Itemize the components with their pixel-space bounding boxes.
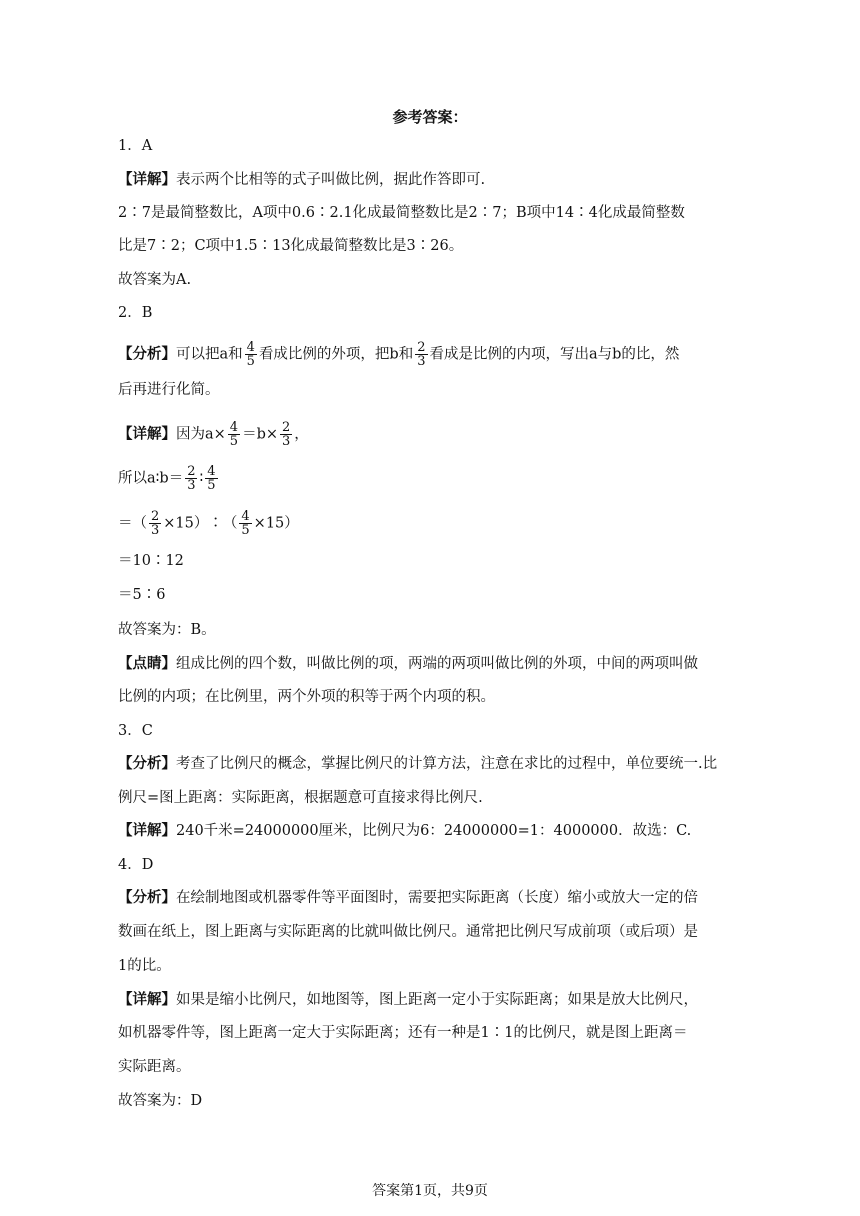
detail-tag: 【详解】: [118, 991, 176, 1008]
q2-comment-line1: [118, 654, 698, 674]
q4-analysis-line2: 数画在纸上，图上距离与实际距离的比就叫做比例尺。通常把比例尺写成前项（或后项）是: [118, 924, 698, 940]
fraction-denominator: 3: [417, 354, 426, 369]
detail-tag: 【详解】: [118, 425, 176, 443]
q2-answer: 故答案为：B。: [118, 622, 216, 638]
fraction-2-3: [415, 341, 427, 368]
q2-heading: 2．B: [118, 305, 153, 321]
fraction-denominator: 3: [187, 478, 196, 493]
q3-detail-text: 240千米=24000000厘米，比例尺为6：24000000=1：4000000．故选：C.: [176, 823, 692, 839]
q4-answer: 故答案为：D: [118, 1093, 203, 1109]
q1-answer: 故答案为A.: [118, 272, 192, 288]
q2-detail-text: 所以a∶b＝: [118, 470, 184, 487]
q2-analysis-text-b: 看成比例的外项，把b和: [258, 346, 414, 363]
q3-detail: [118, 821, 691, 841]
q2-detail-text: ＝（: [118, 515, 147, 532]
q1-detail: [118, 170, 485, 190]
fraction-numerator: 2: [417, 340, 426, 355]
detail-tag: 【详解】: [118, 822, 176, 839]
analysis-tag: 【分析】: [118, 889, 176, 906]
q2-detail-line5: ＝5∶6: [118, 587, 166, 603]
fraction-denominator: 3: [282, 434, 291, 449]
q2-comment-text: 组成比例的四个数，叫做比例的项，两端的两项叫做比例的外项，中间的两项叫做: [176, 656, 698, 672]
fraction-numerator: 4: [241, 509, 250, 524]
q4-analysis-line1: [118, 888, 698, 908]
fraction-numerator: 4: [207, 464, 216, 479]
q4-detail-line1: [118, 990, 698, 1010]
q2-detail-text: 因为a×: [176, 426, 226, 443]
q3-heading: 3．C: [118, 723, 153, 739]
fraction-denominator: 3: [151, 523, 160, 538]
q2-detail-text: ∶: [199, 470, 204, 487]
fraction-2-3: [280, 421, 292, 448]
q4-detail-text: 如果是缩小比例尺，如地图等，图上距离一定小于实际距离；如果是放大比例尺，: [176, 992, 698, 1008]
comment-tag: 【点睛】: [118, 655, 176, 672]
q2-analysis-text-c: 看成是比例的内项，写出a与b的比，然: [429, 346, 680, 363]
q3-analysis-line2: 例尺=图上距离：实际距离，根据题意可直接求得比例尺.: [118, 790, 483, 806]
analysis-tag: 【分析】: [118, 345, 176, 363]
fraction-denominator: 5: [241, 523, 250, 538]
fraction-4-5: [228, 421, 240, 448]
fraction-denominator: 5: [207, 478, 216, 493]
q1-line2: 比是7∶2；C项中1.5∶13化成最简整数比是3∶26。: [118, 238, 464, 254]
q1-heading: 1．A: [118, 138, 153, 154]
q2-detail-line4: ＝10∶12: [118, 553, 184, 569]
q2-comment-line2: 比例的内项；在比例里，两个外项的积等于两个内项的积。: [118, 689, 495, 705]
q2-detail-line1: [118, 421, 309, 448]
fraction-denominator: 5: [229, 434, 239, 449]
fraction-4-5: [245, 341, 257, 368]
q3-analysis-text: 考查了比例尺的概念，掌握比例尺的计算方法，注意在求比的过程中，单位要统一.比: [176, 756, 718, 772]
page-title: 参考答案：: [392, 108, 468, 126]
q2-detail-text: ，: [294, 426, 309, 443]
q2-detail-text: ＝b×: [242, 426, 279, 443]
fraction-numerator: 4: [246, 340, 255, 355]
q2-analysis-text-a: 可以把a和: [176, 346, 243, 363]
q1-line1: 2∶7是最简整数比，A项中0.6∶2.1化成最简整数比是2∶7；B项中14∶4化成最简整数: [118, 205, 685, 221]
q2-analysis-line1: [118, 341, 679, 368]
detail-tag: 【详解】: [118, 171, 176, 188]
q1-detail-text: 表示两个比相等的式子叫做比例，据此作答即可.: [176, 172, 486, 188]
fraction-numerator: 2: [282, 420, 291, 435]
fraction-numerator: 4: [229, 420, 239, 435]
q4-analysis-text: 在绘制地图或机器零件等平面图时，需要把实际距离（长度）缩小或放大一定的倍: [176, 890, 698, 906]
fraction-4-5: [239, 510, 251, 537]
q4-detail-line2: 如机器零件等，图上距离一定大于实际距离；还有一种是1∶1的比例尺，就是图上距离＝: [118, 1025, 688, 1041]
q4-detail-line3: 实际距离。: [118, 1059, 191, 1075]
page-footer: 答案第1页，共9页: [372, 1183, 488, 1199]
q2-detail-text: ×15）∶（: [163, 515, 238, 532]
q4-analysis-line3: 1的比。: [118, 958, 171, 974]
q2-detail-line2: [118, 465, 220, 492]
q2-detail-text: ×15）: [253, 515, 299, 532]
fraction-denominator: 5: [246, 354, 255, 369]
fraction-2-3: [185, 465, 197, 492]
q2-analysis-line2: 后再进行化简。: [118, 382, 220, 398]
q2-detail-line3: [118, 510, 299, 537]
analysis-tag: 【分析】: [118, 755, 176, 772]
fraction-2-3: [149, 510, 161, 537]
fraction-4-5: [205, 465, 217, 492]
fraction-numerator: 2: [187, 464, 196, 479]
q4-heading: 4．D: [118, 857, 154, 873]
fraction-numerator: 2: [151, 509, 160, 524]
q3-analysis-line1: [118, 754, 717, 774]
